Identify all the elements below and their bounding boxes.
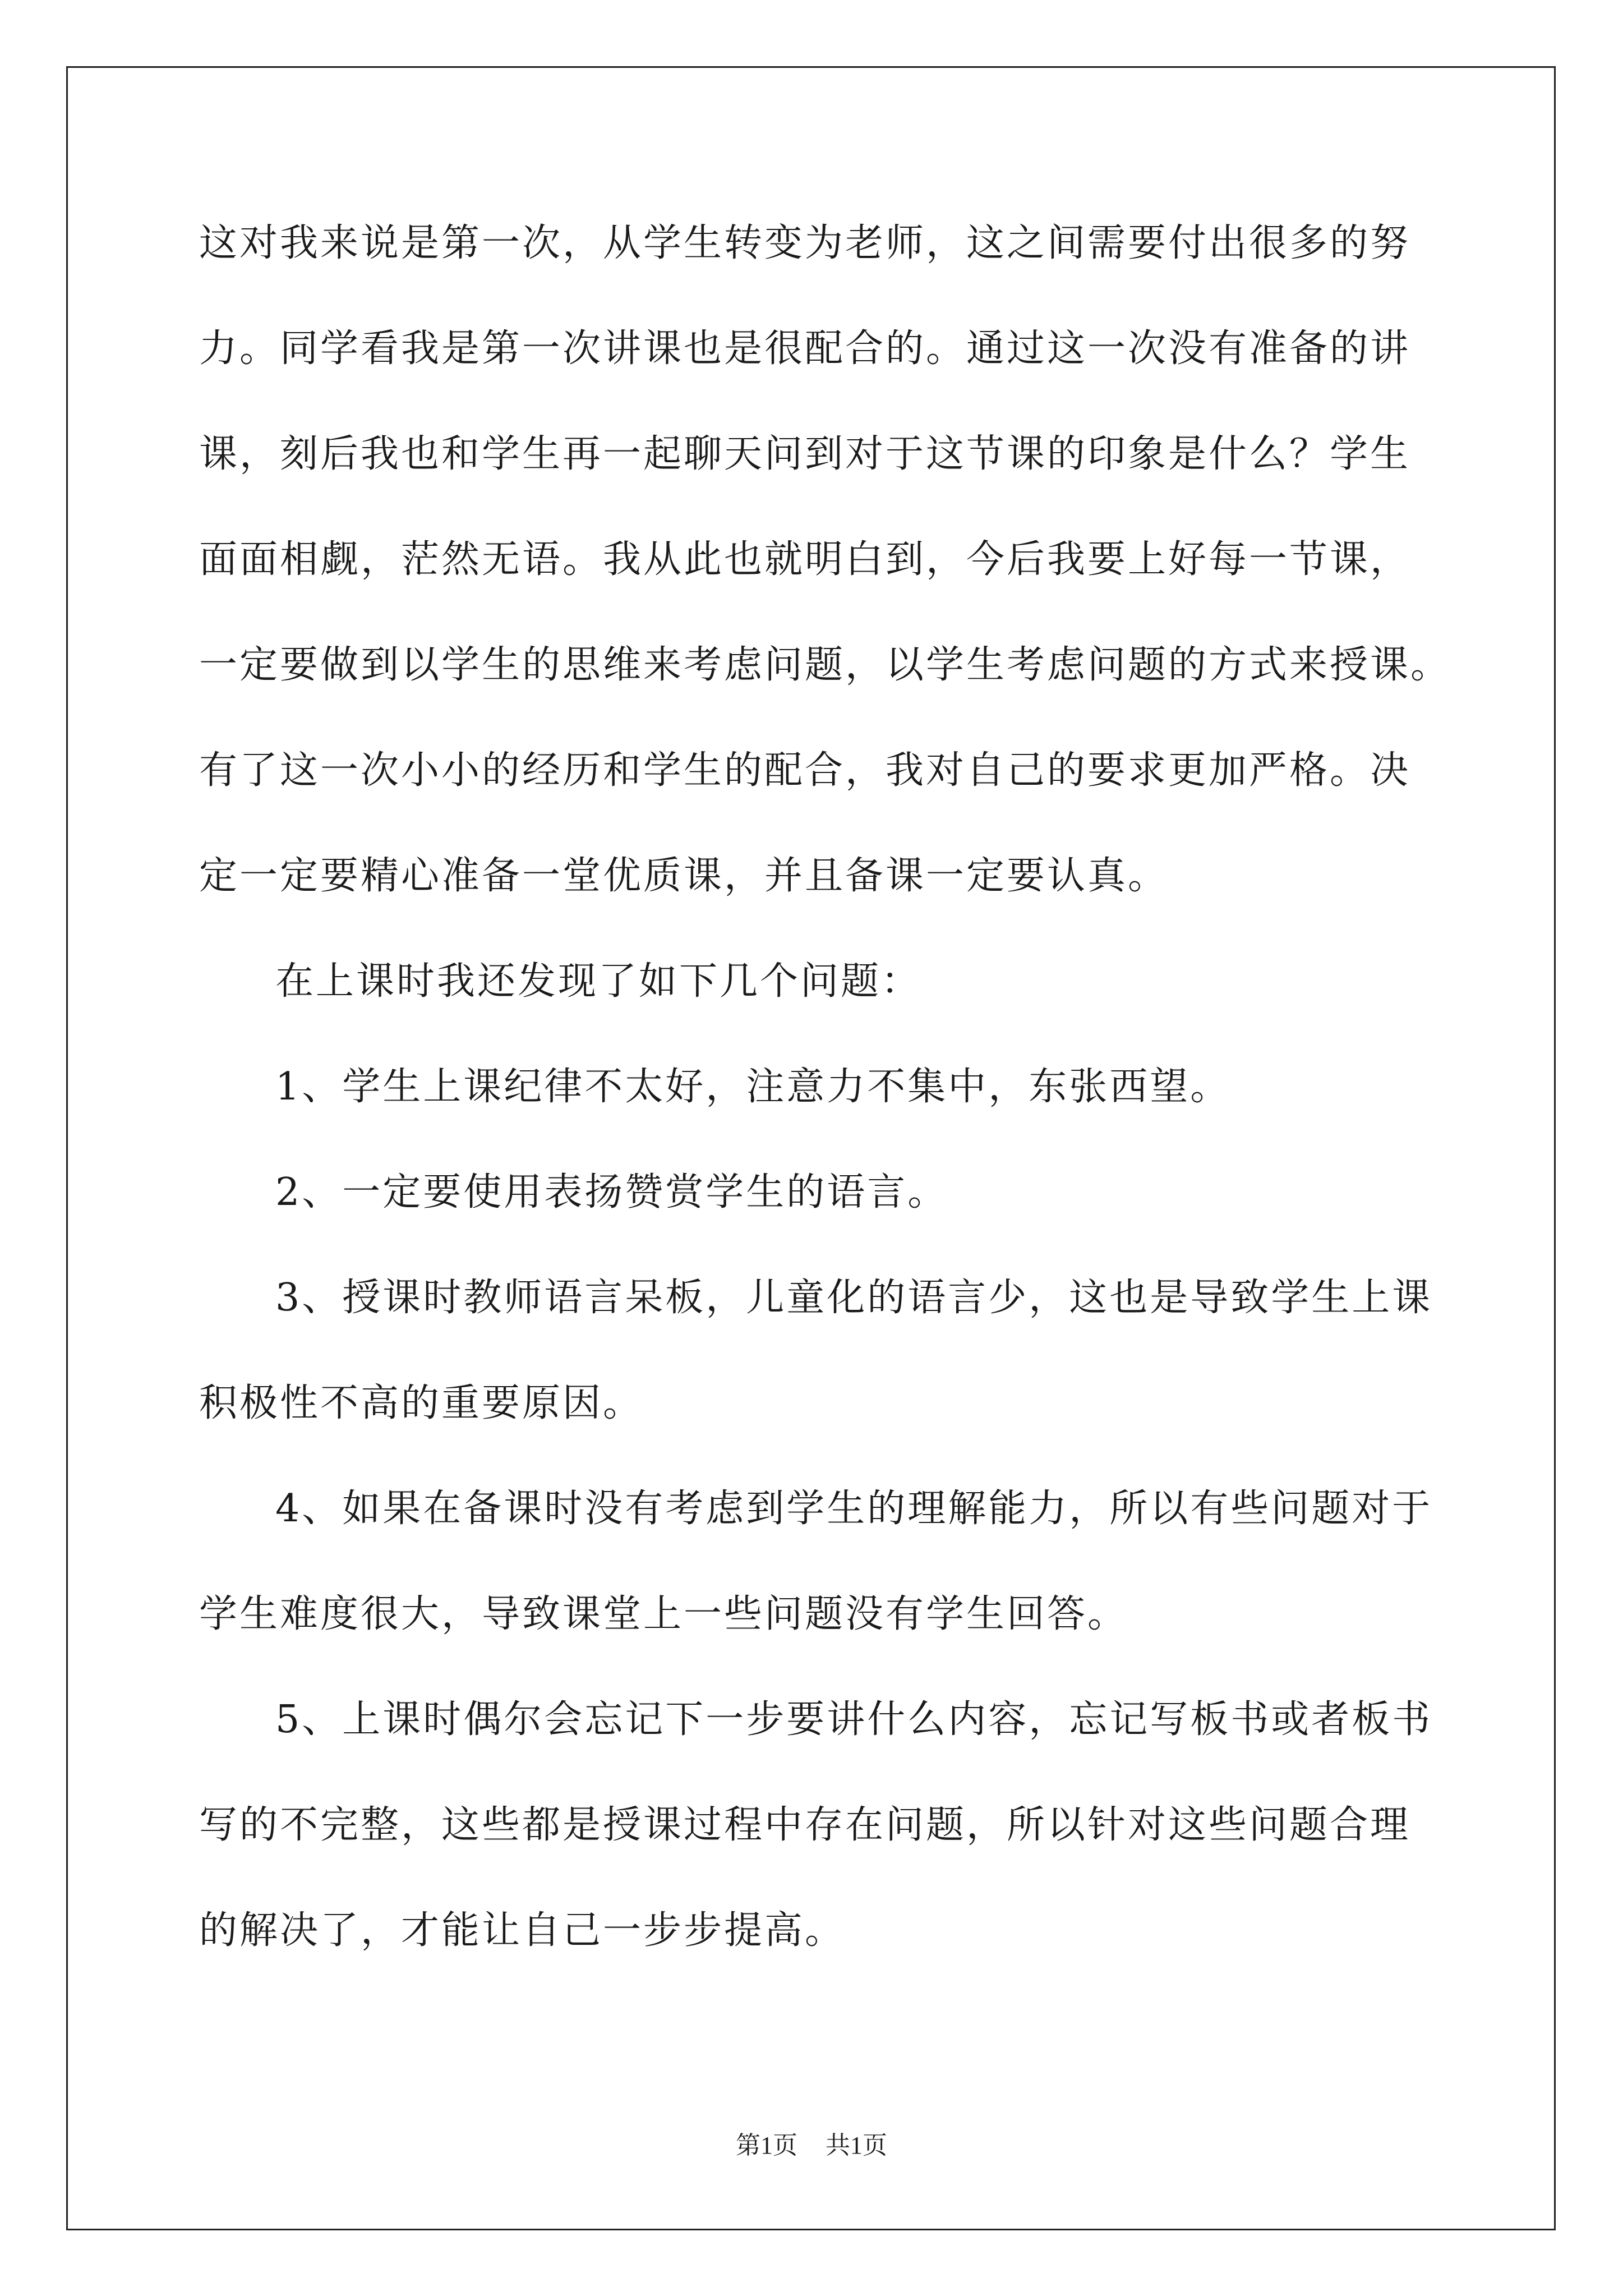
text-line: 积极性不高的重要原因。 [199, 1381, 644, 1425]
text-line: 面面相觑，茫然无语。我从此也就明白到，今后我要上好每一节课， [199, 537, 1411, 582]
text-line: 课，刻后我也和学生再一起聊天问到对于这节课的印象是什么？学生 [199, 432, 1411, 476]
text-line: 一定要做到以学生的思维来考虑问题，以学生考虑问题的方式来授课。 [199, 643, 1451, 687]
page-footer [0, 2129, 1623, 2162]
list-item: 4、如果在备课时没有考虑到学生的理解能力，所以有些问题对于 [275, 1487, 1433, 1531]
list-item: 2、一定要使用表扬赞赏学生的语言。 [275, 1170, 948, 1214]
page-number: 第1页 [736, 2132, 797, 2159]
list-item: 5、上课时偶尔会忘记下一步要讲什么内容，忘记写板书或者板书 [275, 1697, 1433, 1742]
text-line: 学生难度很大，导致课堂上一些问题没有学生回答。 [199, 1592, 1128, 1636]
page-total: 共1页 [826, 2132, 887, 2159]
text-line: 写的不完整，这些都是授课过程中存在问题，所以针对这些问题合理 [199, 1803, 1411, 1847]
text-line: 这对我来说是第一次，从学生转变为老师，这之间需要付出很多的努 [199, 221, 1411, 265]
text-line: 的解决了，才能让自己一步步提高。 [199, 1908, 846, 1953]
text-line: 有了这一次小小的经历和学生的配合，我对自己的要求更加严格。决 [199, 748, 1411, 793]
list-item: 1、学生上课纪律不太好，注意力不集中，东张西望。 [275, 1065, 1231, 1109]
list-item: 3、授课时教师语言呆板，儿童化的语言少，这也是导致学生上课 [275, 1276, 1433, 1320]
text-line: 定一定要精心准备一堂优质课，并且备课一定要认真。 [199, 854, 1169, 898]
text-line: 力。同学看我是第一次讲课也是很配合的。通过这一次没有准备的讲 [199, 326, 1411, 371]
text-line: 在上课时我还发现了如下几个问题： [275, 959, 922, 1004]
document-body [199, 191, 1451, 1984]
